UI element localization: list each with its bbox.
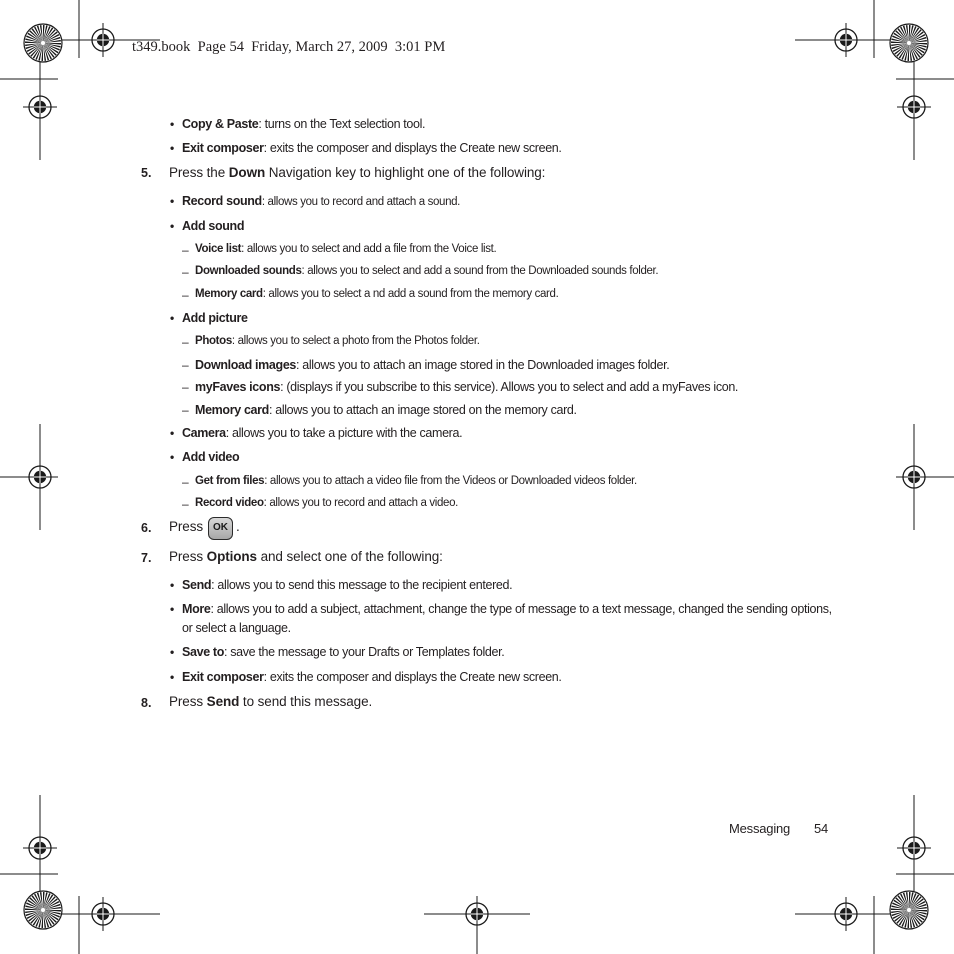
bullet-send [182,578,512,592]
bullet-save-to [182,645,504,659]
subitem-memory-card-sound [195,288,558,300]
subitem-record-video [195,497,458,509]
term: More [182,602,211,616]
term: Exit composer [182,141,264,155]
bullet-add-sound [182,219,244,233]
dash-glyph: – [182,243,189,257]
desc: : allows you to take a picture with the camera. [225,426,463,440]
term: Memory card [195,403,269,417]
bullet-exit-composer-2 [182,670,562,684]
bullet-exit-composer [182,141,562,155]
dash-glyph: – [182,335,189,349]
subitem-memory-card-picture [195,403,577,417]
term: Add sound [182,219,245,233]
key-name: Send [206,694,240,709]
subitem-photos [195,335,480,347]
dash-glyph: – [182,403,189,417]
bullet-glyph: • [170,117,175,131]
step-text: Press [169,694,207,709]
page-number: 54 [814,821,829,836]
bullet-glyph: • [170,450,175,464]
term: Save to [182,645,225,659]
desc: : exits the composer and displays the Create new screen. [263,670,562,684]
bullet-add-video [182,450,239,464]
step-number: 8. [141,696,152,710]
step-6-period: . [236,519,240,534]
desc: : (displays if you subscribe to this service). Allows you to select and add a myFaves icon. [280,380,739,394]
bullet-glyph: • [170,645,175,659]
desc: : allows you to select and add a file from the Voice list. [241,243,497,255]
step-7 [169,549,443,564]
dash-glyph: – [182,358,189,372]
desc: : allows you to attach an image stored on the memory card. [268,403,577,417]
ok-key-icon: OK [208,517,233,540]
step-text: and select one of the following: [256,549,443,564]
term: Record sound [182,194,262,208]
step-number: 6. [141,521,152,535]
bullet-camera [182,426,462,440]
term: myFaves icons [195,380,281,394]
desc: : allows you to select a photo from the Photos folder. [231,335,480,347]
step-8 [169,694,372,709]
desc: : allows you to send this message to the recipient entered. [211,578,513,592]
key-name: Down [228,165,266,180]
desc: : allows you to select and add a sound from the Downloaded sounds folder. [301,265,659,277]
step-text: to send this message. [239,694,373,709]
term: Copy & Paste [182,117,259,131]
step-number: 5. [141,166,152,180]
desc: : allows you to attach a video file from the Videos or Downloaded videos folder. [264,475,637,487]
bullet-glyph: • [170,670,175,684]
dash-glyph: – [182,380,189,394]
key-name: Options [206,549,257,564]
step-number: 7. [141,551,152,565]
step-text: Press [169,549,207,564]
dash-glyph: – [182,265,189,279]
print-header: t349.book Page 54 Friday, March 27, 2009 3:01 PM [132,39,446,55]
bullet-copy-paste [182,117,425,131]
desc: : exits the composer and displays the Create new screen. [263,141,562,155]
bullet-more-continued: or select a language. [182,621,291,635]
term: Add picture [182,311,248,325]
subitem-voice-list [195,243,496,255]
desc: : allows you to attach an image stored in the Downloaded images folder. [296,358,670,372]
step-5 [169,165,545,180]
term: Get from files [195,475,265,487]
step-text: Navigation key to highlight one of the following: [265,165,546,180]
term: Add video [182,450,240,464]
bullet-glyph: • [170,426,175,440]
term: Voice list [195,243,242,255]
step-6-text: Press [169,519,204,534]
term: Downloaded sounds [195,265,302,277]
bullet-glyph: • [170,219,175,233]
bullet-glyph: • [170,578,175,592]
term: Record video [195,497,264,509]
subitem-get-from-files [195,475,637,487]
term: Camera [182,426,226,440]
desc: : allows you to record and attach a sound. [261,196,461,208]
term: Photos [195,335,232,347]
bullet-add-picture [182,311,248,325]
dash-glyph: – [182,497,189,511]
bullet-more [182,602,832,616]
term: Download images [195,358,297,372]
bullet-glyph: • [170,602,175,616]
term: Send [182,578,212,592]
term: Exit composer [182,670,264,684]
subitem-downloaded-sounds [195,265,658,277]
subitem-download-images [195,358,669,372]
dash-glyph: – [182,475,189,489]
subitem-myfaves-icons [195,380,738,394]
bullet-glyph: • [170,311,175,325]
bullet-glyph: • [170,194,175,208]
desc: : save the message to your Drafts or Templates folder. [224,645,505,659]
bullet-glyph: • [170,141,175,155]
step-text: Press the [169,165,229,180]
term: Memory card [195,288,263,300]
desc: : allows you to add a subject, attachment, change the type of message to a text message, changed the sending options, [210,602,832,616]
desc: : allows you to select a nd add a sound from the memory card. [262,288,559,300]
bullet-record-sound [182,194,460,208]
desc: : turns on the Text selection tool. [258,117,426,131]
desc: : allows you to record and attach a video. [263,497,458,509]
dash-glyph: – [182,288,189,302]
footer-section: Messaging [729,821,791,836]
